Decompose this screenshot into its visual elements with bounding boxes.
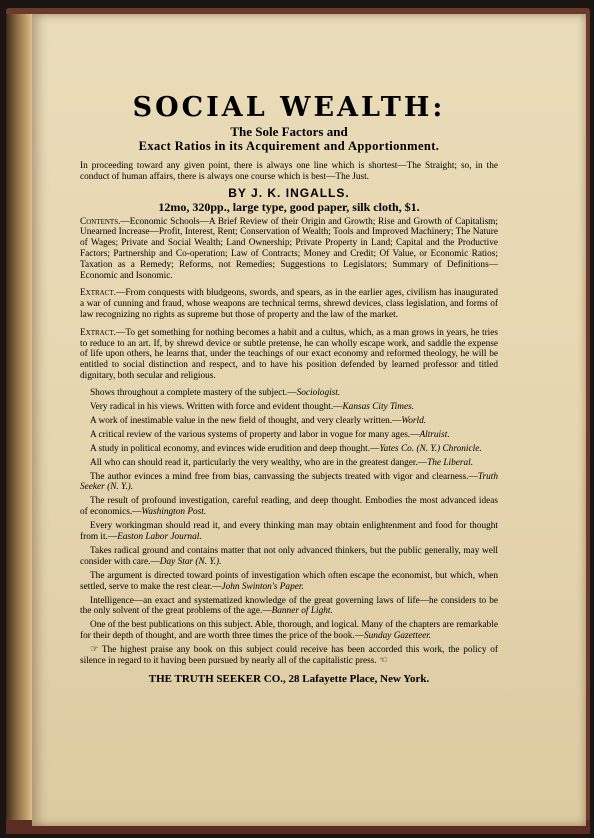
review-source: Truth Seeker (N. Y.). [80,471,498,493]
review-item: Very radical in his views. Written with force and evident thought.—Kansas City Times. [90,401,415,412]
contents-label: Contents. [80,216,121,227]
review-source: The Liberal. [427,457,474,468]
publisher-footer: THE TRUTH SEEKER CO., 28 Lafayette Place, New York. [148,672,430,685]
extract-paragraph-1 [80,288,498,320]
review-item: Every workingman should read it, and every thinking man may obtain enlightenment and food for thought from it.—Easton Labor Journal. [80,521,498,543]
review-source: Banner of Light. [271,606,333,617]
review-item: Intelligence—an exact and systematized knowledge of the great governing laws of life—he considers to be the only solvent of the great problems of the age.—Banner of Light. [80,595,498,617]
extract-label-2: Extract. [80,327,117,338]
review-source: Sociologist. [296,387,341,398]
intro-paragraph: In proceeding toward any given point, there is always one line which is shortest—The Straight; so, in the conduct of human affairs, there is always one course which is best—The Just. [80,161,498,182]
review-item: All who can should read it, particularly the very wealthy, who are in the greatest danger.—The Liberal. [90,457,474,468]
review-item: A study in political economy, and evinces wide erudition and deep thought.—Yates Co. (N. Y.) Chronicle. [90,443,482,454]
review-source: World. [401,415,427,426]
review-item: The author evinces a mind free from bias, canvassing the subjects treated with vigor and clearness.—Truth Seeker (N. Y.). [80,471,498,493]
contents-paragraph [80,217,498,282]
extract-paragraph-2 [80,328,498,382]
review-item: The argument is directed toward points of investigation which often escape the economist, but which, when settled, serve to make the rest clear.—John Swinton's Paper. [80,570,498,592]
page-title: SOCIAL WEALTH: [132,92,446,123]
extract-text-2: —To get something for nothing becomes a habit and a cultus, which, as a man grows in years, he tries to reduce to an art. If, by shrewd device or subtle pretense, he can wholly escape work, and saddle the expense of life upon others, he learns that, under the teachings of our exact economy and reformed theology, he will be entitled to social distinction and respect, and to have his position defended by learned professor and titled dignitary, both secular and religious. [80,327,498,381]
review-item: The result of profound investigation, careful reading, and deep thought. Embodies the most advanced ideas of economics.—Washington Post. [80,496,498,518]
subtitle: The Sole Factors and [230,124,348,139]
review-item: Takes radical ground and contains matter that not only advanced thinkers, but the public generally, may well consider with care.—Day Star (N. Y.). [80,546,498,567]
review-source: Yates Co. (N. Y.) Chronicle. [379,443,482,454]
review-source: Altruist. [419,429,450,440]
review-source: Sunday Gazetteer. [364,631,432,642]
review-item: A work of inestimable value in the new field of thought, and very clearly written.—World. [90,415,427,426]
publication-info: 12mo, 320pp., large type, good paper, silk cloth, $1. [158,199,420,214]
review-item: A critical review of the various systems of property and labor in vogue for many ages.—Altruist. [90,429,450,440]
book-gutter [6,14,32,826]
author-line: BY J. K. INGALLS. [228,185,350,200]
review-source: Washington Post. [141,507,207,518]
review-source: Day Star (N. Y.). [159,556,222,567]
reviews-list [80,388,498,667]
review-source: Easton Labor Journal. [117,532,202,543]
extract-label-1: Extract. [80,288,117,299]
review-source: Kansas City Times. [342,401,415,412]
review-item: One of the best publications on this subject. Able, thorough, and logical. Many of the chapters are remarkable for their depth of thought, and are worth three times the price of the book.—Sunday Gazetteer. [80,620,498,642]
contents-text: —Economic Schools—A Brief Review of their Origin and Growth; Rise and Growth of Capitalism; Unearned Increase—Profit, Interest, Rent; Conservation of Wealth; Tools and Improved Machinery; The Nature of Wages; Private and Social Wealth; Land Ownership; Private Property in Land; Capital and the Productive Factors; Partnership and Co-operation; Law of Contracts; Money and Credit; Of Value, or Economic Ratios; Taxation as a Remedy; Reforms, not Remedies; Suggestions to Legislators; Summary of Definitions—Economic and Isonomic. [80,216,498,281]
subtitle-second-line: Exact Ratios in its Acquirement and Apportionment. [138,139,440,153]
advertisement [80,93,498,685]
extract-text-1: —From conquests with bludgeons, swords, and spears, as in the earlier ages, civilism has inaugurated a war of cunning and fraud, whose weapons are technical terms, shrewd devices, class legislation, and forms of law recognizing no rights as supreme but those of property and the law of the market. [80,288,498,320]
review-item: ☞ The highest praise any book on this subject could receive has been accorded this work, the policy of silence in regard to it having been pursued by nearly all of the capitalistic press. ☜ [80,645,498,666]
review-source: John Swinton's Paper. [221,581,304,592]
review-item: Shows throughout a complete mastery of the subject.—Sociologist. [90,387,341,398]
